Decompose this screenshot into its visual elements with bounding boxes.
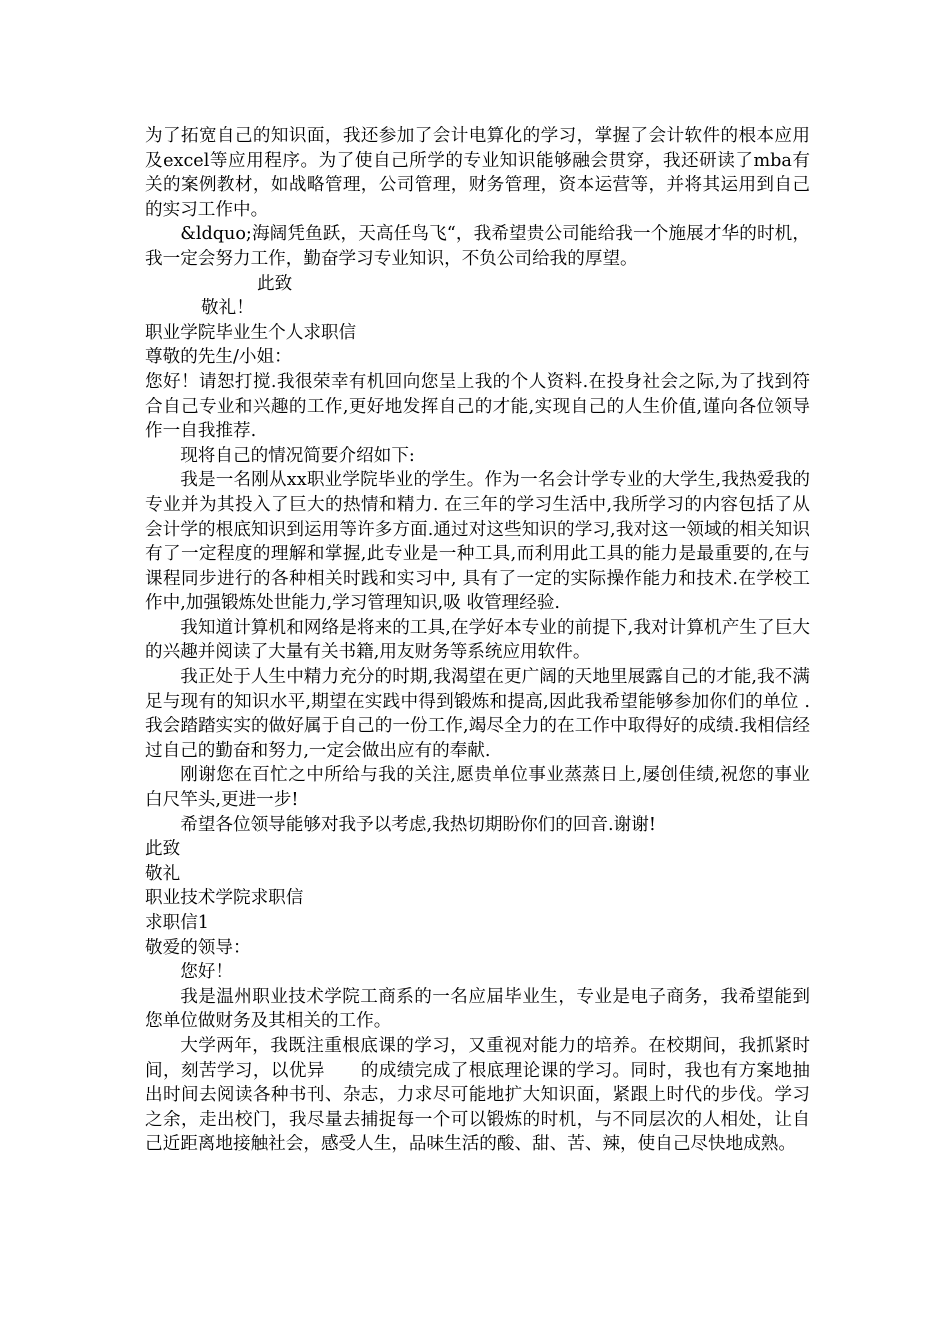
document-body [145, 124, 810, 1157]
greeting-hello: 您好！ [180, 962, 233, 983]
letter-subtitle: 求职信1 [145, 913, 209, 933]
greeting-leader: 敬爱的领导： [145, 937, 251, 958]
section-title-technical-college: 职业技术学院求职信 [145, 888, 304, 909]
paragraph-college-years: 大学两年，我既注重根底课的学习，又重视对能力的培养。在校期间，我抓紧时间，刻苦学习，以优异 的成绩完成了根底理论课的学习。同时，我也有方案地抽出时间去阅读各种书刊、杂志，力求尽可能地扩大知识面，紧跟上时代的步伐。学习之余，走出校门，我尽量去捕捉每一个可以锻炼的时机，与不同层次的人相处，让自己近距离地接触社会，感受人生，品味生活的酸、甜、苦、辣，使自己尽快地成熟。 [145, 1035, 810, 1155]
paragraph-overview: 现将自己的情况简要介绍如下: [180, 445, 415, 466]
paragraph-thanks: 刚谢您在百忙之中所给与我的关注,愿贵单位事业蒸蒸日上,屡创佳绩,祝您的事业 白尺竿头,更进一步! [145, 765, 810, 811]
paragraph-introduction: 您好！请恕打搅.我很荣幸有机回向您呈上我的个人资料.在投身社会之际,为了找到符合自己专业和兴趣的工作,更好地发挥自己的才能,实现自己的人生价值,谨向各位领导作一自我推荐. [145, 371, 810, 442]
closing-regards: 敬礼！ [201, 298, 254, 319]
section-title-graduate-letter: 职业学院毕业生个人求职信 [145, 322, 357, 343]
greeting-sir-madam: 尊敬的先生/小姐： [145, 347, 292, 368]
paragraph-computer-skills: 我知道计算机和网络是将来的工具,在学好本专业的前提下,我对计算机产生了巨大的兴趣并阅读了大量有关书籍,用友财务等系统应用软件。 [145, 617, 810, 663]
closing-salute: 此致 [257, 273, 293, 294]
paragraph-background: 我是一名刚从xx职业学院毕业的学生。作为一名会计学专业的大学生,我热爱我的专业并为其投入了巨大的热情和精力. 在三年的学习生活中,我所学习的内容包括了从会计学的根底知识到运用等许多方面.通过对这些知识的学习,我对这一领域的相关知识有了一定程度的理解和掌握,此专业是一种工具,而利用此工具的能力是最重要的,在与课程同步进行的各种相关时践和实习中, 具有了一定的实际操作能力和技术.在学校工作中,加强锻炼处世能力,学习管理知识,吸 收管理经验. [145, 470, 810, 614]
paragraph-self-intro: 我是温州职业技术学院工商系的一名应届毕业生，专业是电子商务，我希望能到您单位做财务及其相关的工作。 [145, 986, 810, 1032]
closing-salute-2: 此致 [145, 839, 181, 860]
closing-regards-2: 敬礼 [145, 863, 181, 884]
paragraph-hope: &ldquo;海阔凭鱼跃，天高任鸟飞“，我希望贵公司能给我一个施展才华的时机，我一定会努力工作，勤奋学习专业知识，不负公司给我的厚望。 [145, 224, 810, 269]
paragraph-hope-reply: 希望各位领导能够对我予以考虑,我热切期盼你们的回音.谢谢! [180, 814, 656, 835]
paragraph-accounting-study: 为了拓宽自己的知识面，我还参加了会计电算化的学习，掌握了会计软件的根本应用及excel等应用程序。为了使自己所学的专业知识能够融会贯穿，我还研读了mba有关的案例教材，如战略管理，公司管理，财务管理，资本运营等，并将其运用到自己的实习工作中。 [145, 126, 810, 220]
paragraph-ambition: 我正处于人生中精力充分的时期,我渴望在更广阔的天地里展露自己的才能,我不满足与现有的知识水平,期望在实践中得到锻炼和提高,因此我希望能够参加你们的单位 .我会踏踏实实的做好属于自己的一份工作,竭尽全力的在工作中取得好的成绩.我相信经过自己的勤奋和努力,一定会做出应有的奉献. [145, 667, 810, 761]
